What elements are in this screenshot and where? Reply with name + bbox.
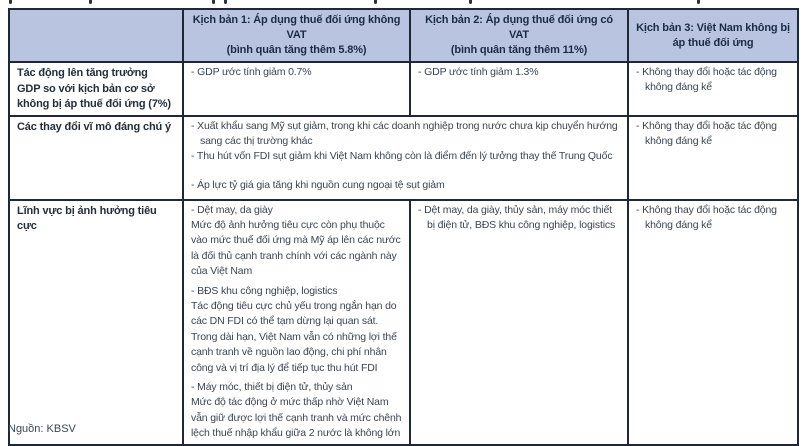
- bullet-item: - Dệt may, da giày, thủy sản, máy móc thiết bị điện tử, BĐS khu công nghiệp, logistics: [418, 203, 616, 231]
- clipped-caption: [0, 0, 805, 7]
- scenario-2-header: [410, 9, 628, 62]
- bullet-item: - Không thay đổi hoặc tác động không đáng kể: [636, 203, 777, 231]
- cell-sectors-scenario-1: [183, 200, 410, 445]
- cell-gdp-scenario-1: [183, 62, 410, 116]
- bullet-item: - Dệt may, da giày: [191, 203, 273, 216]
- bullet-item: - Thu hút vốn FDI sụt giảm khi Việt Nam không còn là điểm đến lý tưởng thay thế Trung Quốc: [191, 150, 613, 163]
- corner-cell: [9, 9, 183, 62]
- clipped-text-remnant: [89, 0, 92, 4]
- scenario-3-header: [628, 9, 798, 62]
- bullet-item: - GDP ước tính giảm 0.7%: [191, 66, 312, 78]
- row-header-affected-sectors: Lĩnh vực bị ảnh hưởng tiêu cực: [9, 200, 183, 445]
- scenario-3-subtitle: áp thuế đối ứng: [672, 36, 754, 49]
- scenario-2-title: Kịch bản 2: Áp dụng thuế đối ứng có VAT: [425, 14, 613, 41]
- source-note: Nguồn: KBSV: [8, 423, 76, 435]
- clipped-text-remnant: [469, 0, 472, 4]
- scenario-3-title: Kịch bản 3: Việt Nam không bị: [636, 21, 790, 34]
- row-header-gdp-impact: Tác động lên tăng trưởng GDP so với kịch bản cơ sở không bị áp thuế đối ứng (7%): [9, 62, 183, 116]
- note-text: Tác động tiêu cực chủ yếu trong ngắn hạn do các DN FDI có thể tạm dừng lại quan sát. Trong dài hạn, Việt Nam vẫn có những lợi thế cạnh tranh về nguồn lao động, chi phí nhân công và vị trí địa lý để tiếp tục thu hút FDI: [191, 299, 397, 374]
- clipped-text-remnant: [697, 0, 700, 4]
- scenario-1-title: Kịch bản 1: Áp dụng thuế đối ứng không VAT: [192, 14, 401, 41]
- cell-sectors-scenario-3: [628, 200, 798, 445]
- table-header-row: [9, 9, 798, 62]
- row-header-macro-changes: Các thay đổi vĩ mô đáng chú ý: [9, 116, 183, 200]
- clipped-text-remnant: [374, 0, 377, 4]
- bullet-item: - BĐS khu công nghiệp, logistics: [191, 284, 338, 297]
- scenario-1-subtitle: (bình quân tăng thêm 5.8%): [226, 44, 367, 56]
- cell-macro-scenario-3: [628, 116, 798, 200]
- scenario-2-subtitle: (bình quân tăng thêm 11%): [450, 44, 588, 56]
- bullet-item: - Áp lực tỷ giá gia tăng khi nguồn cung ngoại tệ sụt giảm: [191, 178, 445, 191]
- table-row-affected-sectors: [9, 200, 798, 445]
- bullet-item: - Xuất khẩu sang Mỹ sụt giảm, trong khi các doanh nghiệp trong nước chưa kịp chuyển hướng sang các thị trường khác: [191, 119, 618, 147]
- cell-macro-scenario-1-2-merged: [183, 116, 628, 200]
- bullet-item: - Máy móc, thiết bị điện tử, thủy sản: [191, 380, 353, 393]
- scenario-1-header: [183, 9, 410, 62]
- bullet-item: - GDP ước tính giảm 1.3%: [418, 66, 539, 78]
- cell-sectors-scenario-2: [410, 200, 628, 445]
- clipped-text-remnant: [212, 0, 215, 4]
- table-row-macro-changes: [9, 116, 798, 200]
- cell-gdp-scenario-3: [628, 62, 798, 116]
- tariff-scenario-table: [8, 8, 799, 446]
- table-row-gdp-impact: [9, 62, 798, 116]
- clipped-text-remnant: [9, 0, 12, 4]
- bullet-item: - Không thay đổi hoặc tác động không đáng kể: [636, 66, 777, 94]
- note-text: Mức độ tác động ở mức thấp nhờ Việt Nam vẫn giữ được lợi thế cạnh tranh và mức chênh lệch thuế nhập khẩu giữa 2 nước là không lớn: [191, 396, 402, 440]
- cell-gdp-scenario-2: [410, 62, 628, 116]
- clipped-text-remnant: [224, 0, 227, 4]
- note-text: Mức độ ảnh hưởng tiêu cực còn phụ thuộc vào mức thuế đối ứng mà Mỹ áp lên các nước là đối thủ cạnh tranh chính với các ngành này của Việt Nam: [191, 218, 401, 278]
- bullet-item: - Không thay đổi hoặc tác động không đáng kể: [636, 119, 777, 147]
